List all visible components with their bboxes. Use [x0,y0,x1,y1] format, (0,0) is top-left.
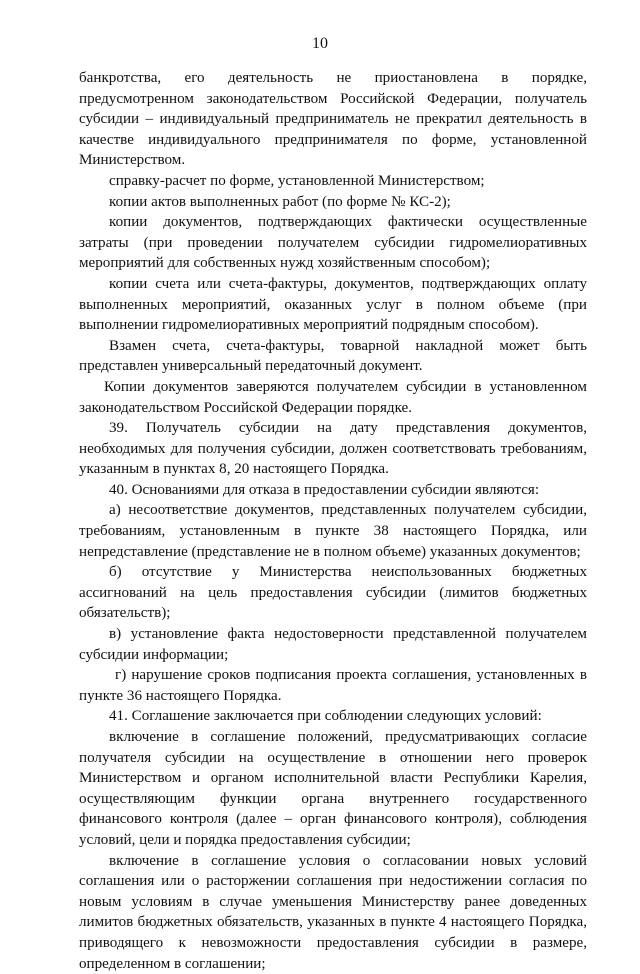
paragraph-item-40b: б) отсутствие у Министерства неиспользованных бюджетных ассигнований на цель предоставления субсидии (лимитов бюджетных обязательств); [79,564,587,622]
document-body [79,68,587,974]
paragraph-item-41-consent-clause: включение в соглашение положений, предусматривающих согласие получателя субсидии на осуществление в отношении него проверок Министерством и органом исполнительной власти Республики Карелия, осуществляющим функции органа внутреннего государственного финансового контроля (далее – орган финансового контроля), соблюдения условий, цели и порядка предоставления субсидии; [79,729,587,848]
paragraph-universal-transfer-document: Взамен счета, счета-фактуры, товарной накладной может быть представлен универсальный передаточный документ. [79,337,587,375]
paragraph-item-41: 41. Соглашение заключается при соблюдении следующих условий: [109,708,542,725]
paragraph-item-40v: в) установление факта недостоверности представленной получателем субсидии информации; [79,626,587,663]
paragraph-copies-certification: Копии документов заверяются получателем субсидии в установленном законодательством Российской Федерации порядке. [79,378,587,416]
page-number: 10 [312,35,328,52]
paragraph-invoice-copies: копии счета или счета-фактуры, документов, подтверждающих оплату выполненных мероприятий, оказанных услуг в полном объеме (при выполнении гидромелиоративных мероприятий подрядным способом). [79,275,587,334]
paragraph-item-40a: а) несоответствие документов, представленных получателем субсидии, требованиям, установленным в пункте 38 настоящего Порядка, или непредставление (представление не в полном объеме) указанных документов; [79,502,587,560]
paragraph-item-39: 39. Получатель субсидии на дату представления документов, необходимых для получения субсидии, должен соответствовать требованиям, указанным в пунктах 8, 20 настоящего Порядка. [79,420,587,478]
paragraph-bankruptcy-condition: банкротства, его деятельность не приостановлена в порядке, предусмотренном законодательством Российской Федерации, получатель субсидии – индивидуальный предприниматель не прекратил деятельность в качестве индивидуального предпринимателя по форме, установленной Министерством. [79,70,587,169]
paragraph-item-41-new-conditions-clause: включение в соглашение условия о согласовании новых условий соглашения или о расторжении соглашения при недостижении согласия по новым условиям в случае уменьшения Министерству ранее доведенных лимитов бюджетных обязательств, указанных в пункте 4 настоящего Порядка, приводящего к невозможности предоставления субсидии в размере, определенном в соглашении; [79,852,587,972]
paragraph-item-40g: г) нарушение сроков подписания проекта соглашения, установленных в пункте 36 настоящего Порядка. [79,667,587,704]
paragraph-item-40: 40. Основаниями для отказа в предоставлении субсидии являются: [109,481,540,498]
paragraph-calculation-certificate: справку-расчет по форме, установленной Министерством; [109,172,485,189]
paragraph-cost-documents: копии документов, подтверждающих фактически осуществленные затраты (при проведении получателем субсидии гидромелиоративных мероприятий для собственных нужд хозяйственным способом); [79,214,587,272]
paragraph-acts-ks2: копии актов выполненных работ (по форме № КС-2); [109,193,451,210]
